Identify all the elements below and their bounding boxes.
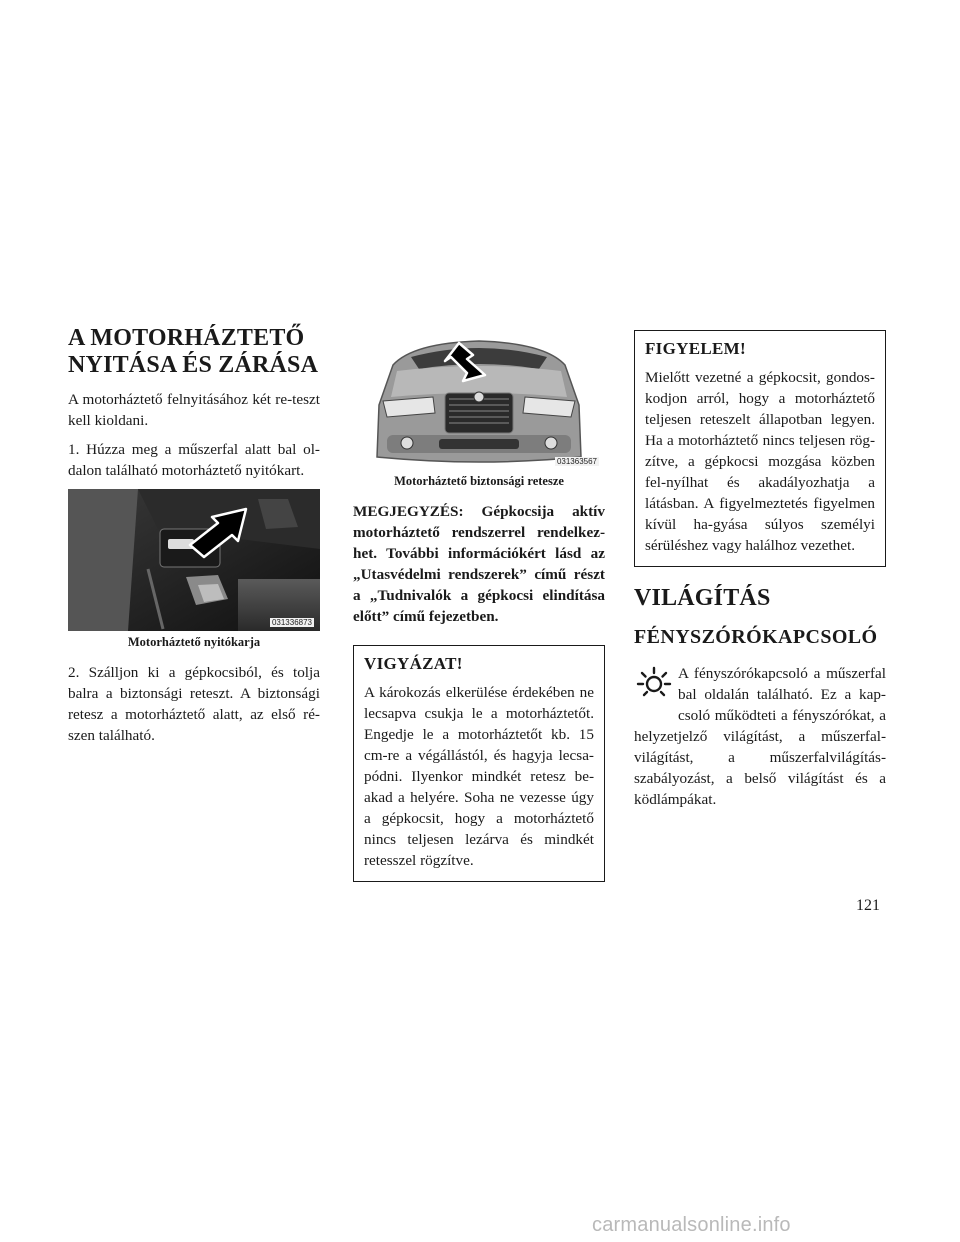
headlight-switch-description [634,663,886,810]
column-left [68,325,320,754]
column-right [634,330,886,810]
column-middle [353,335,605,882]
figure-code: 031363567 [556,457,597,466]
step-1: 1. Húzza meg a műszerfal alatt bal ol-dalon található motorháztető nyitókart. [68,441,320,479]
figure-code: 031336873 [271,618,312,627]
step-2: 2. Szálljon ki a gépkocsiból, és tolja balra a biztonsági reteszt. A biztonsági retesz a motorháztető alatt, az első ré-szen található. [68,664,320,744]
hood-latch-photo [353,335,605,470]
warning-box [634,330,886,567]
figure-caption: Motorháztető biztonsági retesze [394,474,564,488]
watermark: carmanualsonline.info [592,1214,791,1236]
figure-hood-safety-latch [353,335,605,489]
car-front-illustration [353,335,605,470]
hood-release-photo [68,489,320,631]
figure-caption: Motorháztető nyitókarja [127,635,261,649]
light-text: A fényszórókapcsoló a műszerfal bal oldalán található. Ez a kap-csoló működteti a fényszórókat, a helyzetjelző világítást, a műszerfal-világítást, a műszerfalvilágítás-szabályozást, a belső világítást és a ködlámpákat. [634,665,886,808]
hood-release-illustration [68,489,320,631]
figure-hood-release-lever [68,489,320,650]
sub-heading-headlight-switch: FÉNYSZÓRÓKAPCSOLÓ [634,626,878,648]
caution-text: A károkozás elkerülése érdekében ne lecsapva csukja le a motorháztetőt. Engedje le a motorháztetőt kb. 15 cm-re a végállástól, és hagyja lecsa-pódni. Ilyenkor mindkét retesz be-akad a helyére. Soha ne vezesse úgy a gépkocsit, hogy a motorháztető nincs teljesen lezárva és mindkét retesszel rögzítve. [364,684,594,869]
caution-box [353,645,605,882]
section-heading-hood [68,325,320,379]
heading-line-2: NYITÁSA ÉS ZÁRÁSA [68,352,319,378]
intro-paragraph: A motorháztető felnyitásához két re-teszt kell kioldani. [68,391,320,429]
heading-line-1: A MOTORHÁZTETŐ [68,325,305,351]
warning-text: Mielőtt vezetné a gépkocsit, gondos-kodjon arról, hogy a motorháztető teljesen reteszelt állapotban legyen. Ha a motorháztető nincs teljesen rög-zítve, a gépkocsi mozgása közben fel-nyílhat és akadályozhatja a látásban. A figyelmeztetés figyelmen kívül ha-gyása súlyos személyi sérüléshez vagy halálhoz vezethet. [645,369,875,554]
note-active-hood: MEGJEGYZÉS: Gépkocsija aktív motorháztető rendszerrel rendelkez-het. További információkért lásd az „Utasvédelmi rendszerek” című részt a „Tudnivalók a gépkocsi elindítása előtt” című fejezetben. [353,503,605,625]
caution-title: VIGYÁZAT! [364,654,463,673]
headlight-sun-icon [636,665,672,701]
section-heading-lighting: VILÁGÍTÁS [634,585,771,611]
page-number: 121 [856,897,880,914]
warning-title: FIGYELEM! [645,339,746,358]
